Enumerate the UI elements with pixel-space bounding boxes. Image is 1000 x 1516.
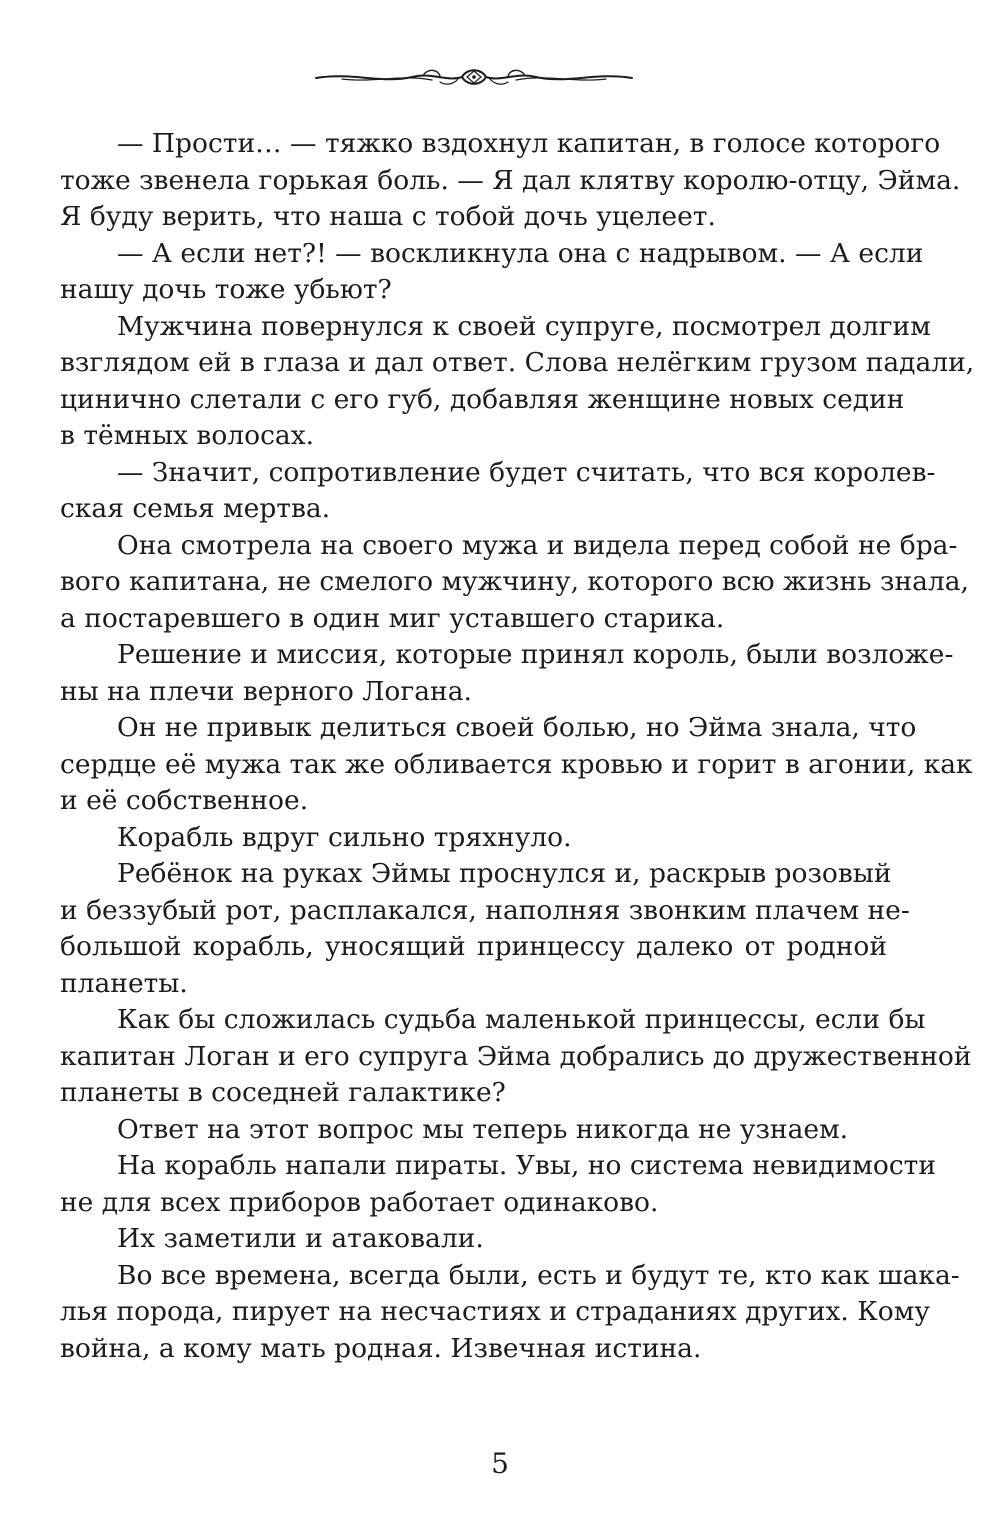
- text-line: цинично слетали с его губ, добавляя женщине новых седин: [60, 383, 905, 415]
- paragraph: [60, 1258, 960, 1368]
- text-line: взглядом ей в глаза и дал ответ. Слова нелёгким грузом падали,: [60, 347, 975, 378]
- text-line: планеты в соседней галактике?: [60, 1077, 506, 1108]
- text-line: Их заметили и атаковали.: [117, 1223, 484, 1254]
- paragraph: [60, 1112, 887, 1149]
- paragraph: [60, 126, 961, 236]
- text-line: Ответ на этот вопрос мы теперь никогда не узнаем.: [117, 1113, 849, 1145]
- text-line: ны на плечи верного Логана.: [60, 675, 472, 707]
- text-line: нашу дочь тоже убьют?: [60, 274, 392, 305]
- text-line: Мужчина повернулся к своей супруге, посмотрел долгим: [117, 310, 931, 342]
- text-line: не для всех приборов работает одинаково.: [60, 1186, 659, 1218]
- text-line: Решение и миссия, которые принял король, были возложе-: [117, 639, 954, 670]
- paragraph: [60, 236, 924, 309]
- text-line: — Прости… — тяжко вздохнул капитан, в голосе которого: [117, 128, 941, 159]
- paragraph: [60, 710, 973, 820]
- text-line: вого капитана, не смелого мужчину, которого всю жизнь знала,: [60, 566, 969, 597]
- page-number: 5: [491, 1447, 509, 1480]
- text-line: Я буду верить, что наша с тобой дочь уцелеет.: [60, 201, 716, 232]
- text-line: сердце её мужа так же обливается кровью и горит в агонии, как: [60, 748, 973, 780]
- text-line: капитан Логан и его супруга Эйма добрались до дружественной: [60, 1040, 972, 1072]
- text-line: Она смотрела на своего мужа и видела перед собой не бра-: [117, 529, 958, 561]
- paragraph: [60, 1221, 887, 1258]
- text-line: большой корабль, уносящий принцессу далеко от родной: [60, 931, 887, 962]
- paragraph: [60, 820, 887, 857]
- text-line: война, а кому мать родная. Извечная истина.: [60, 1332, 702, 1364]
- text-line: тоже звенела горькая боль. — Я дал клятву королю-отцу, Эйма.: [60, 164, 961, 196]
- text-line: в тёмных волосах.: [60, 420, 315, 451]
- paragraph: [60, 455, 936, 528]
- paragraph: [60, 528, 969, 638]
- text-line: планеты.: [60, 967, 188, 999]
- text-line: На корабль напали пираты. Увы, но система невидимости: [117, 1150, 936, 1181]
- text-line: — А если нет?! — воскликнула она с надрывом. — А если: [117, 237, 924, 269]
- text-line: лья порода, пирует на несчастиях и страданиях других. Кому: [60, 1296, 930, 1327]
- book-text: [60, 126, 975, 1367]
- paragraph: [60, 637, 954, 710]
- paragraph: [60, 1148, 936, 1221]
- text-line: ская семья мертва.: [60, 493, 331, 524]
- text-line: и беззубый рот, расплакался, наполняя звонким плачем не-: [60, 894, 910, 926]
- paragraph: [60, 856, 910, 1002]
- text-line: Ребёнок на руках Эймы проснулся и, раскрыв розовый: [117, 858, 892, 889]
- text-line: — Значит, сопротивление будет считать, что вся королев-: [117, 456, 936, 488]
- flourish-divider-icon: [312, 62, 636, 92]
- text-line: Во все времена, всегда были, есть и будут те, кто как шака-: [117, 1259, 960, 1291]
- text-line: Как бы сложилась судьба маленькой принцессы, если бы: [117, 1004, 926, 1035]
- paragraph: [60, 309, 975, 455]
- text-line: Корабль вдруг сильно тряхнуло.: [117, 821, 572, 853]
- text-line: а постаревшего в один миг уставшего старика.: [60, 602, 725, 634]
- paragraph: [60, 1002, 972, 1112]
- text-line: Он не привык делиться своей болью, но Эйма знала, что: [117, 712, 917, 743]
- text-line: и её собственное.: [60, 785, 309, 816]
